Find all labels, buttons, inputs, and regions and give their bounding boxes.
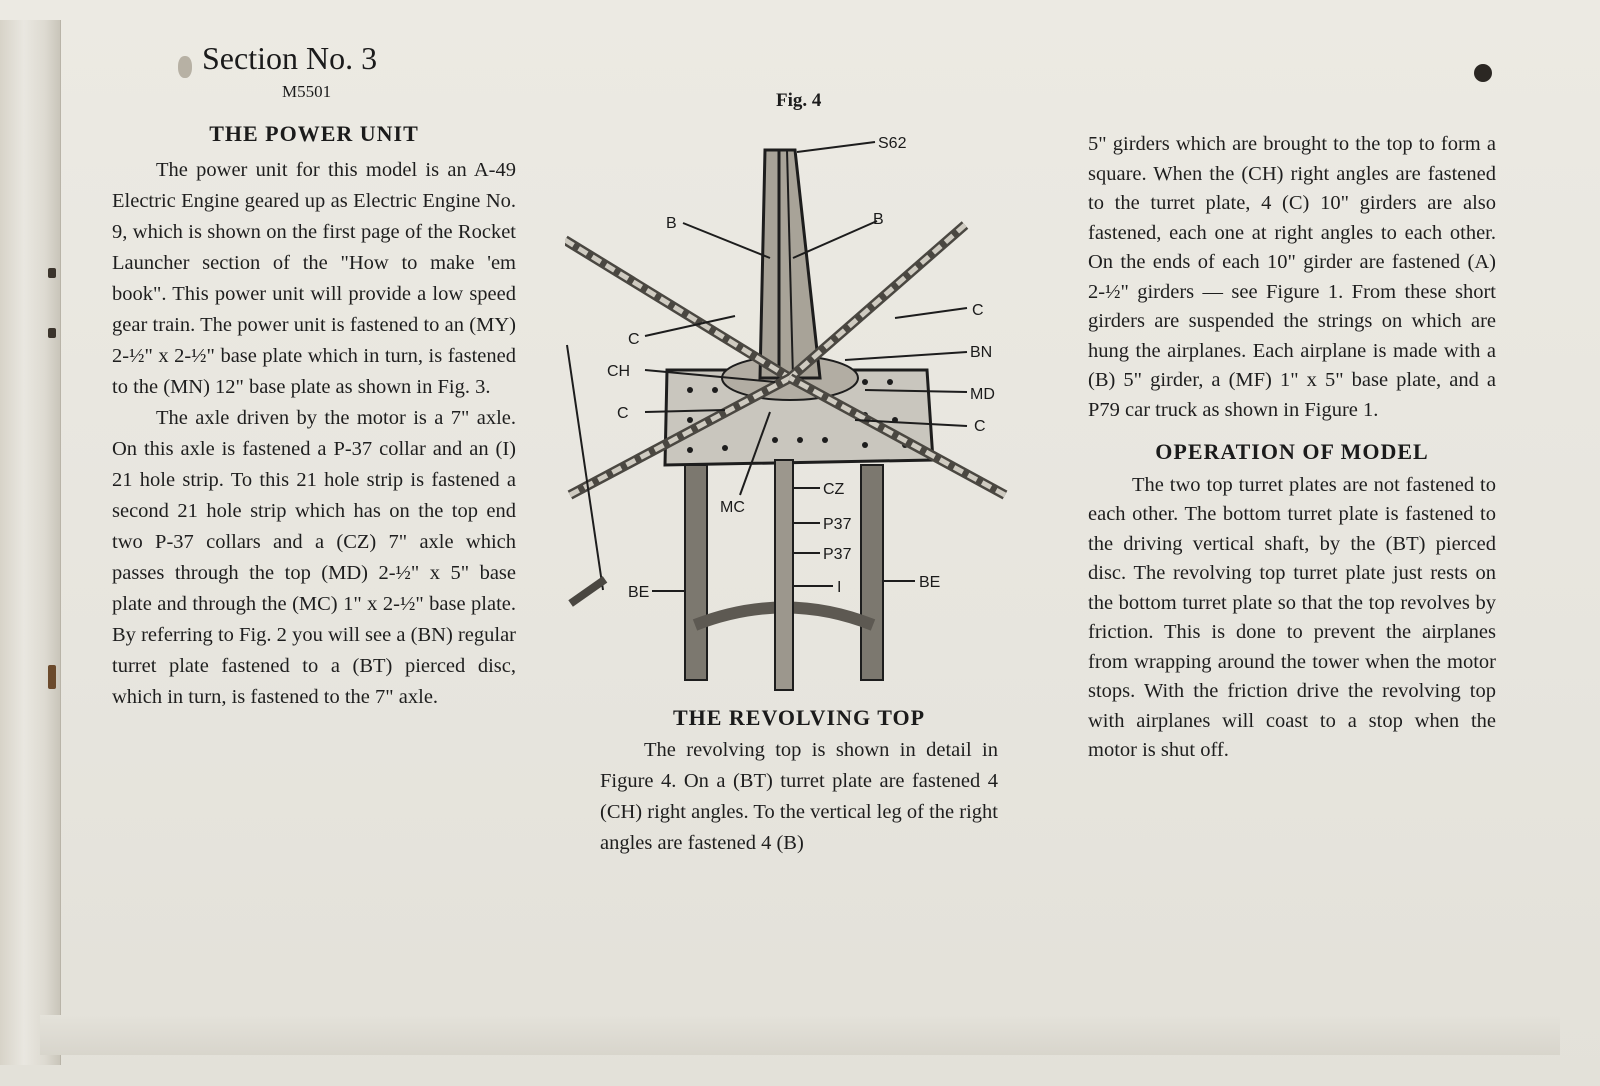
figure-title: Fig. 4 [776,90,822,111]
label-b-left: B [666,215,677,232]
label-mc: MC [720,499,745,516]
label-p37-upper: P37 [823,516,852,533]
label-bn: BN [970,344,993,361]
left-column [112,118,516,713]
operation-heading: OPERATION OF MODEL [1155,439,1429,464]
operation-paragraph: The two top turret plates are not fastened to each other. The bottom turret plate is fastened to the driving vertical shaft, by the (BT) pierced disc. The revolving top turret plate just rests on the bottom turret plate so that the top revolves by friction. This is done to prevent the airplanes from wrapping around the tower when the motor stops. With the friction drive the revolving top with airplanes will coast to a stop when the motor is shut off. [1088,473,1496,761]
revolving-top-heading: THE REVOLVING TOP [672,705,926,730]
label-be-left: BE [628,584,650,601]
label-c-lower-left: C [617,405,629,422]
page-bottom-edge [40,1015,1560,1055]
torn-hole [178,56,192,78]
label-be-right: BE [919,574,941,591]
rust-mark [48,665,56,689]
binding-staple-mark [48,328,56,338]
punch-hole [1474,64,1492,82]
label-i: I [837,579,842,596]
label-md: MD [970,386,995,403]
model-code: M5501 [282,82,332,101]
page-binding [0,20,61,1065]
section-title: Section No. 3 [202,40,378,76]
power-unit-paragraph: The power unit for this model is an A-49 Electric Engine geared up as Electric Engine No. 9, which is shown on the first page of the Rocket Launcher section of the "How to make 'em book". This power unit will provide a low speed gear train. The power unit is fastened to an (MY) 2-½" x 2-½" base plate which in turn, is fastened to the (MN) 12" base plate as shown in Fig. 3. [112,159,516,398]
power-unit-heading: THE POWER UNIT [209,121,419,146]
label-c-lower-right: C [974,418,986,435]
girders-paragraph: 5" girders which are brought to the top to form a square. When the (CH) right angles are fastened to the turret plate, 4 (C) 10" girders are also fastened, each one at right angles to each other. On the ends of each 10" girder are fastened (A) 2-½" girders — see Figure 1. From these short girders are suspended the strings on which are hung the airplanes. Each airplane is made with a (B) 5" girder, a (MF) 1" x 5" base plate, and a P79 car truck as shown in Figure 1. [1088,133,1496,421]
right-column [1088,130,1496,766]
label-c-upper-left: C [628,331,640,348]
label-b-right: B [873,211,884,228]
label-c-upper-right: C [972,302,984,319]
revolving-top-paragraph: The revolving top is shown in detail in Figure 4. On a (BT) turret plate are fastened 4 (CH) right angles. To the vertical leg of the right angles are fastened 4 (B) [600,739,998,854]
binding-staple-mark [48,268,56,278]
revolving-top-illustration [565,120,1035,710]
middle-column [600,702,998,859]
label-p37-lower: P37 [823,546,852,563]
label-s62: S62 [878,135,907,152]
label-ch: CH [607,363,631,380]
label-cz: CZ [823,481,845,498]
axle-paragraph: The axle driven by the motor is a 7" axle. On this axle is fastened a P-37 collar and an (I) 21 hole strip. To this 21 hole strip is fastened a second 21 hole strip which has on the top end two P-37 collars and a (CZ) 7" axle which passes through the top (MD) 2-½" x 5" base plate and through the (MC) 1" x 2-½" base plate. By referring to Fig. 2 you will see a (BN) regular turret plate fastened to a (BT) pierced disc, which in turn, is fastened to the 7" axle. [112,407,516,708]
